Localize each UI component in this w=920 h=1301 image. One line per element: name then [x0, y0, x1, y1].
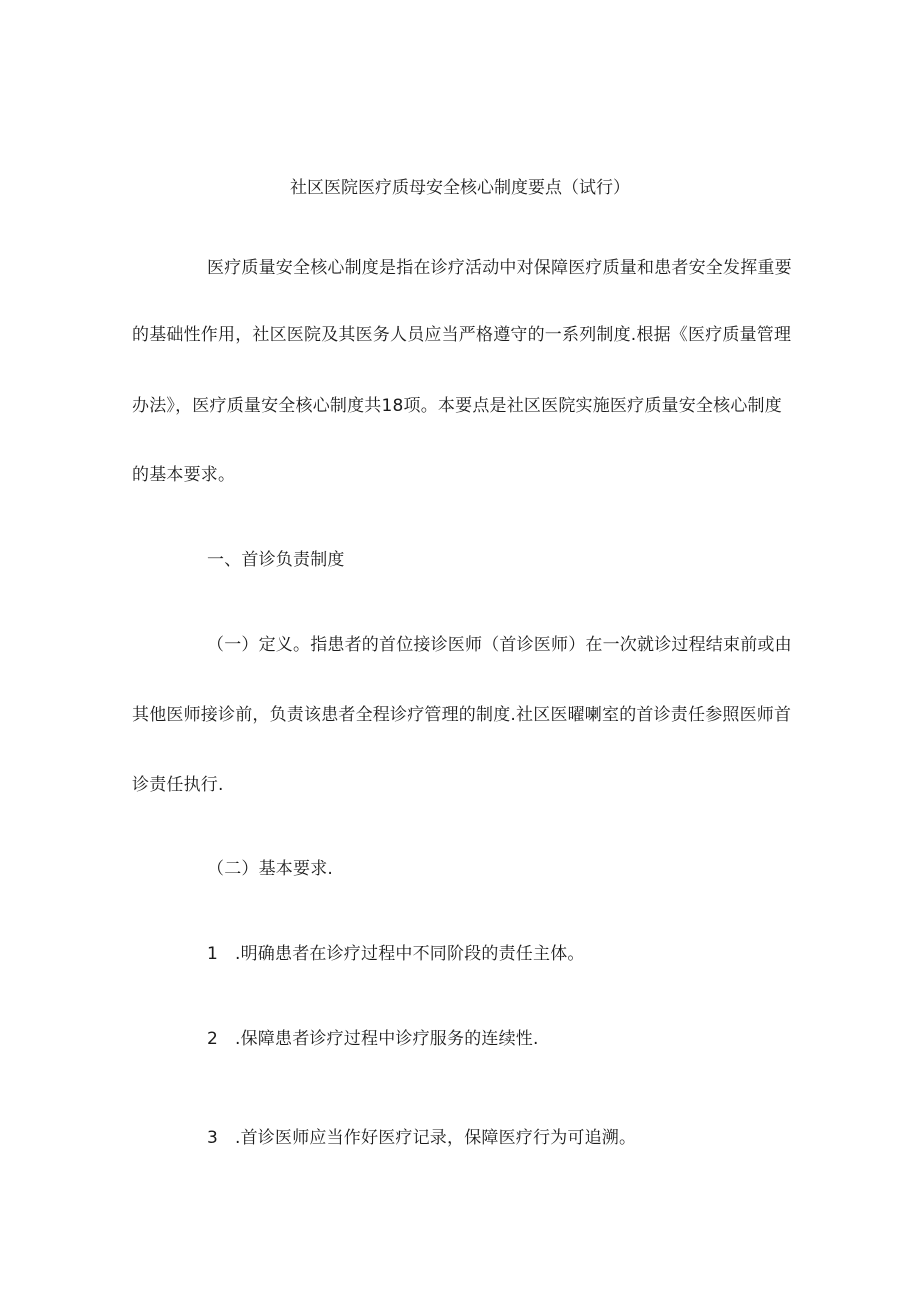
requirement-item	[207, 1126, 636, 1150]
intro-line-2: 的基础性作用，社区医院及其医务人员应当严格遵守的一系列制度.根据《医疗质量管理	[132, 325, 792, 345]
definition-line-2: 其他医师接诊前，负责该患者全程诊疗管理的制度.社区医曜喇室的首诊责任参照医师首	[132, 705, 792, 725]
intro-line-3: 办法》，医疗质量安全核心制度共18项。本要点是社区医院实施医疗质量安全核心制度	[132, 396, 782, 416]
requirement-item	[207, 942, 585, 966]
requirement-text: .首诊医师应当作好医疗记录，保障医疗行为可追溯。	[235, 1128, 637, 1148]
requirement-item	[207, 1027, 539, 1051]
definition-line-1: （一）定义。指患者的首位接诊医师（首诊医师）在一次就诊过程结束前或由	[207, 635, 792, 655]
definition-line-3: 诊责任执行.	[132, 775, 224, 795]
document-title: 社区医院医疗质母安全核心制度要点（试行）	[290, 178, 630, 198]
requirements-heading: （二）基本要求.	[207, 859, 334, 879]
intro-line-1: 医疗质量安全核心制度是指在诊疗活动中对保障医疗质量和患者安全发挥重要	[207, 258, 792, 278]
intro-line-4: 的基本要求。	[132, 465, 236, 485]
requirement-number: 2	[207, 1029, 219, 1049]
requirement-text: .保障患者诊疗过程中诊疗服务的连续性.	[235, 1029, 539, 1049]
requirement-number: 3	[207, 1128, 219, 1148]
requirement-text: .明确患者在诊疗过程中不同阶段的责任主体。	[235, 944, 585, 964]
requirement-number: 1	[207, 944, 219, 964]
section-heading: 一、首诊负责制度	[207, 550, 345, 570]
